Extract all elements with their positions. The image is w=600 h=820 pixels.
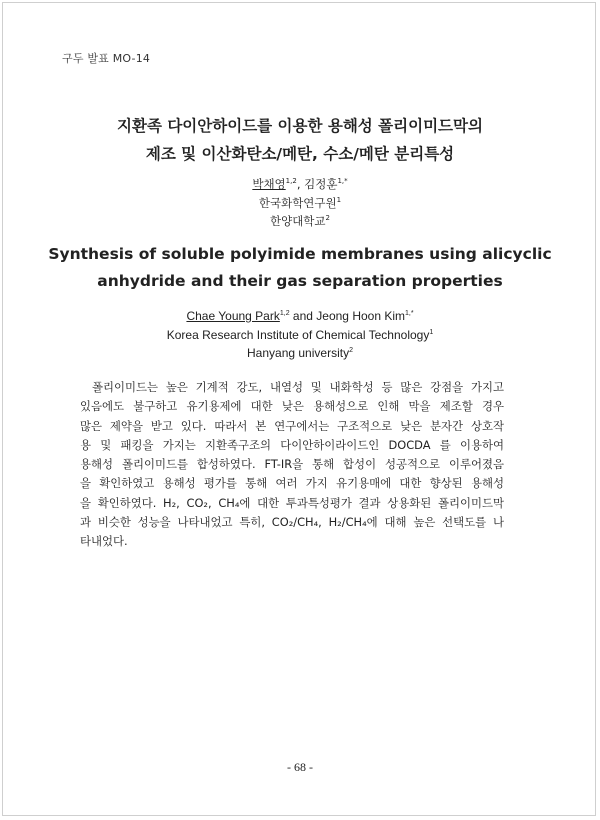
korean-title-line2: 제조 및 이산화탄소/메탄, 수소/메탄 분리특성 [145, 145, 455, 163]
korean-affiliation2 [0, 213, 600, 229]
english-affiliation2 [0, 346, 600, 360]
abstract-line: 있음에도 불구하고 유기용제에 대한 낮은 용해성으로 인해 막을 제조할 경우 [80, 399, 504, 414]
korean-affiliation1-sup: 1 [336, 196, 342, 205]
english-title-line2: anhydride and their gas separation properties [97, 272, 503, 290]
english-author2-sup: 1,* [405, 310, 414, 317]
korean-author1-sup: 1,2 [285, 177, 297, 186]
abstract-line: 많은 제약을 받고 있다. 따라서 본 연구에서는 구조적으로 낮은 분자간 상호작 [80, 418, 504, 433]
korean-author2: , 김정훈 [296, 177, 338, 191]
english-affiliation1-sup: 1 [429, 329, 434, 336]
english-title-line1: Synthesis of soluble polyimide membranes using alicyclic [48, 245, 552, 263]
english-author1-sup: 1,2 [279, 310, 290, 317]
page-number: - 68 - [287, 760, 313, 774]
korean-affiliation2-sup: 2 [325, 214, 330, 223]
english-author1: Chae Young Park [186, 309, 280, 323]
abstract-line: 용 및 패킹을 가지는 지환족구조의 다이안하이라이드인 DOCDA 를 이용하여 [80, 437, 504, 452]
abstract-body [80, 378, 504, 552]
korean-title-line1: 지환족 다이안하이드를 이용한 용해성 폴리이미드막의 [117, 117, 483, 135]
korean-affiliation2-text: 한양대학교 [269, 214, 326, 228]
korean-affiliation1-text: 한국화학연구원 [258, 196, 337, 210]
abstract-line: 용해성 폴리이미드를 합성하였다. FT-IR을 통해 합성이 성공적으로 이루어졌음 [80, 457, 504, 472]
abstract-line: 을 확인하였다. H₂, CO₂, CH₄에 대한 투과특성평가 결과 상용화된 폴리이미드막 [80, 495, 504, 510]
korean-affiliation1 [0, 195, 600, 211]
session-label: 구두 발표 MO-14 [62, 52, 151, 65]
korean-author1: 박채영 [252, 177, 286, 191]
abstract-line: 을 확인하였고 용해성 평가를 통해 여러 가지 유기용매에 대한 향상된 용해성 [80, 476, 504, 491]
english-affiliation2-sup: 2 [349, 347, 353, 354]
abstract-line: 과 비슷한 성능을 나타내었고 특히, CO₂/CH₄, H₂/CH₄에 대해 높은 선택도를 나 [80, 515, 504, 530]
korean-authors [0, 176, 600, 192]
english-affiliation1 [0, 328, 600, 342]
english-authors [0, 309, 600, 323]
korean-author2-sup: 1,* [337, 177, 348, 186]
english-affiliation2-text: Hanyang university [247, 346, 350, 360]
abstract-line: 타내었다. [80, 534, 128, 549]
english-author2: and Jeong Hoon Kim [289, 309, 405, 323]
english-affiliation1-text: Korea Research Institute of Chemical Technology [166, 328, 430, 342]
abstract-line: 폴리이미드는 높은 기계적 강도, 내열성 및 내화학성 등 많은 강점을 가지고 [92, 380, 504, 394]
